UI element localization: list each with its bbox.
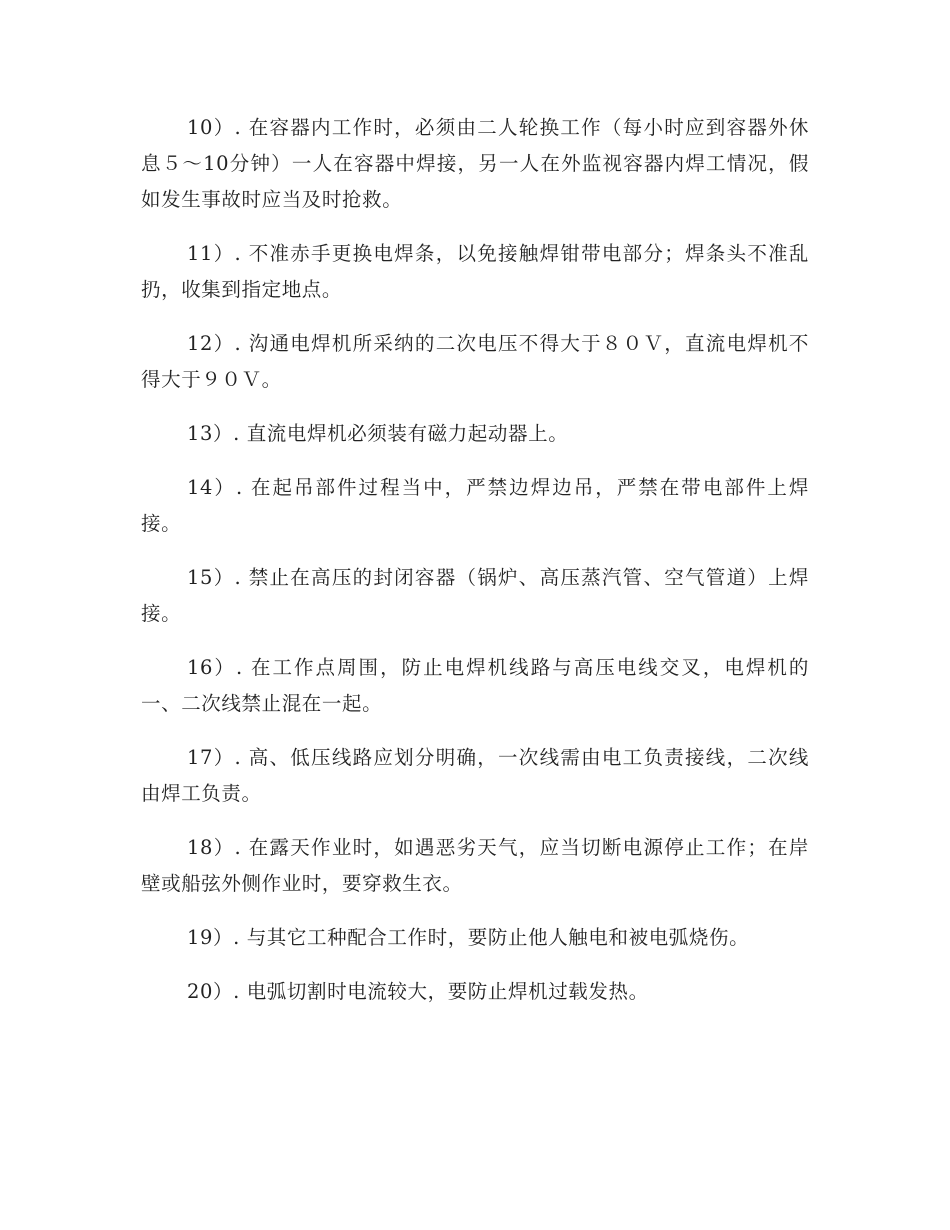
list-item: 19）. 与其它工种配合工作时，要防止他人触电和被电弧烧伤。 bbox=[187, 926, 750, 949]
list-item: 14）. 在起吊部件过程当中，严禁边焊边吊，严禁在带电部件上焊接。 bbox=[141, 476, 809, 535]
list-item: 18）. 在露天作业时，如遇恶劣天气，应当切断电源停止工作；在岸壁或船弦外侧作业时，要穿救生衣。 bbox=[141, 836, 809, 895]
list-item: 20）. 电弧切割时电流较大，要防止焊机过载发热。 bbox=[187, 980, 649, 1003]
list-item: 10）. 在容器内工作时，必须由二人轮换工作（每小时应到容器外休息５～10分钟）一人在容器中焊接，另一人在外监视容器内焊工情况，假如发生事故时应当及时抢救。 bbox=[141, 116, 809, 211]
document-body bbox=[141, 110, 809, 1010]
list-item: 11）. 不准赤手更换电焊条，以免接触焊钳带电部分；焊条头不准乱扔，收集到指定地点。 bbox=[141, 242, 809, 301]
list-item: 13）. 直流电焊机必须装有磁力起动器上。 bbox=[187, 422, 569, 445]
list-item: 16）. 在工作点周围，防止电焊机线路与高压电线交叉，电焊机的一、二次线禁止混在一起。 bbox=[141, 656, 809, 715]
list-item: 12）. 沟通电焊机所采纳的二次电压不得大于８０Ｖ，直流电焊机不得大于９０Ｖ。 bbox=[141, 332, 809, 391]
list-item: 17）. 高、低压线路应划分明确，一次线需由电工负责接线，二次线由焊工负责。 bbox=[141, 746, 809, 805]
list-item: 15）. 禁止在高压的封闭容器（锅炉、高压蒸汽管、空气管道）上焊接。 bbox=[141, 566, 809, 625]
